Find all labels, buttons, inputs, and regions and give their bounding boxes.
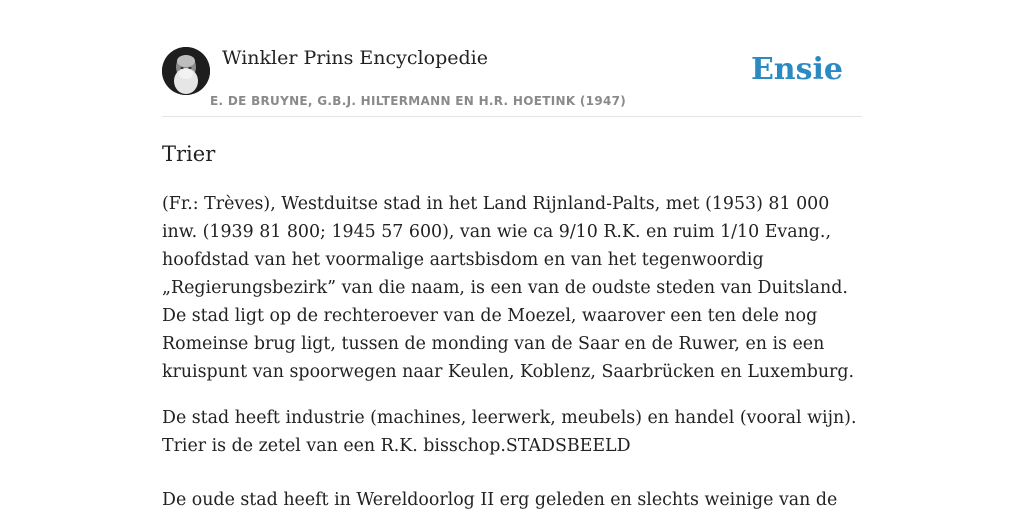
site-authors: E. DE BRUYNE, G.B.J. HILTERMANN EN H.R. HOETINK (1947) [210, 94, 627, 108]
article-title: Trier [162, 142, 216, 166]
article-paragraph: De stad heeft industrie (machines, leerwerk, meubels) en handel (vooral wijn). Trier is de zetel van een R.K. bisschop.STADSBEELD [162, 408, 857, 456]
article-paragraph: De oude stad heeft in Wereldoorlog II erg geleden en slechts weinige van de [162, 490, 838, 510]
site-title[interactable]: Winkler Prins Encyclopedie [222, 47, 488, 69]
brand-logo[interactable]: Ensie [750, 52, 843, 87]
author-avatar-icon[interactable] [162, 47, 210, 95]
article-paragraph: (Fr.: Trèves), Westduitse stad in het Land Rijnland-Palts, met (1953) 81 000 inw. (1939 81 800; 1945 57 600), van wie ca 9/10 R.K. en ruim 1/10 Evang., hoofdstad van het voormalige aartsbisdom en van het tegenwoordig „Regierungsbezirk” van die naam, is een van de oudste steden van Duitsland. De stad ligt op de rechteroever van de Moezel, waarover een ten dele nog Romeinse brug ligt, tussen de monding van de Saar en de Ruwer, en is een kruispunt van spoorwegen naar Keulen, Koblenz, Saarbrücken en Luxemburg. [162, 194, 855, 382]
article [162, 138, 862, 512]
site-header [162, 46, 862, 117]
